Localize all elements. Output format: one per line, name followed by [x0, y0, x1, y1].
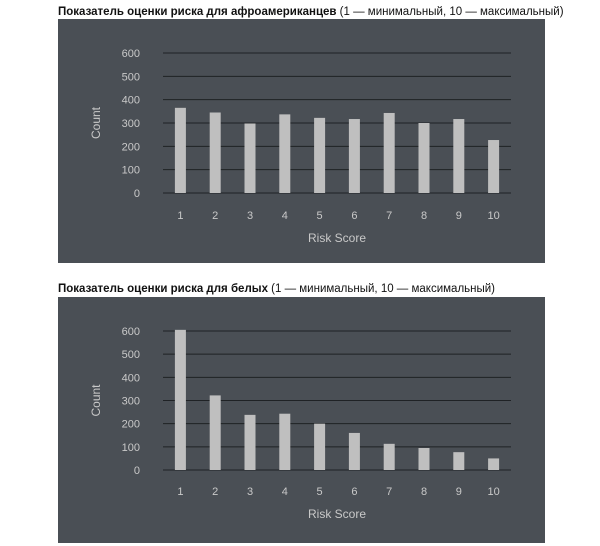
- chart-heading-bold: Показатель оценки риска для белых: [58, 283, 268, 295]
- x-tick-label: 7: [386, 210, 393, 222]
- bar: [279, 414, 290, 470]
- x-tick-label: 4: [281, 486, 288, 498]
- bar-chart-african-american: [58, 19, 545, 263]
- y-tick-label: 600: [121, 48, 140, 60]
- bar: [314, 118, 325, 193]
- y-tick-label: 500: [121, 349, 140, 362]
- chart-panel: [58, 19, 545, 263]
- chart-heading-rest: (1 — минимальный, 10 — максимальный): [267, 283, 496, 295]
- y-tick-label: 100: [121, 164, 140, 177]
- x-tick-label: 7: [386, 486, 393, 498]
- y-tick-label: 200: [121, 418, 140, 431]
- bar: [384, 113, 395, 193]
- x-tick-label: 2: [212, 486, 219, 498]
- y-tick-label: 600: [121, 326, 140, 338]
- x-tick-label: 9: [455, 486, 462, 498]
- chart-heading: [58, 6, 564, 18]
- x-tick-label: 1: [177, 210, 184, 222]
- y-tick-label: 500: [121, 71, 140, 84]
- x-tick-label: 6: [351, 210, 358, 222]
- y-tick-label: 400: [121, 94, 140, 107]
- bar: [175, 108, 186, 193]
- bar: [175, 330, 186, 470]
- chart-heading: [58, 283, 495, 295]
- bar: [453, 452, 464, 470]
- bar: [349, 119, 360, 193]
- x-tick-label: 6: [351, 486, 358, 498]
- y-tick-label: 400: [121, 372, 140, 385]
- bar: [279, 114, 290, 193]
- y-axis-label: Count: [89, 106, 103, 140]
- x-tick-label: 10: [487, 210, 500, 222]
- x-tick-label: 1: [177, 486, 184, 498]
- x-tick-label: 8: [420, 210, 428, 222]
- y-tick-label: 100: [121, 441, 140, 454]
- bar: [314, 424, 325, 470]
- bar: [210, 395, 221, 470]
- bar: [245, 415, 256, 470]
- x-axis-label: Risk Score: [307, 507, 367, 521]
- bar: [488, 458, 499, 470]
- y-tick-label: 0: [133, 188, 140, 200]
- chart-panel: [58, 297, 545, 543]
- x-tick-label: 5: [316, 210, 323, 222]
- y-tick-label: 200: [121, 141, 140, 154]
- x-tick-label: 3: [246, 210, 254, 222]
- bar: [245, 123, 256, 193]
- y-axis-label: Count: [89, 384, 103, 417]
- bar: [210, 113, 221, 194]
- x-tick-label: 8: [420, 486, 428, 498]
- y-tick-label: 0: [133, 465, 140, 477]
- x-tick-label: 9: [455, 210, 462, 222]
- y-tick-label: 300: [121, 118, 140, 130]
- bar-chart-white: [58, 297, 545, 543]
- x-axis-label: Risk Score: [307, 231, 367, 245]
- bar: [419, 123, 430, 193]
- bar: [419, 448, 430, 470]
- bar: [349, 433, 360, 470]
- chart-heading-bold: Показатель оценки риска для афроамериканцев: [58, 6, 337, 18]
- y-tick-label: 300: [121, 395, 140, 408]
- chart-heading-rest: (1 — минимальный, 10 — максимальный): [336, 6, 564, 18]
- x-tick-label: 4: [281, 210, 288, 222]
- bar: [488, 140, 499, 193]
- x-tick-label: 2: [212, 210, 219, 222]
- bar: [453, 119, 464, 193]
- x-tick-label: 10: [487, 486, 500, 498]
- x-tick-label: 5: [316, 486, 323, 498]
- bar: [384, 444, 395, 470]
- x-tick-label: 3: [246, 486, 254, 498]
